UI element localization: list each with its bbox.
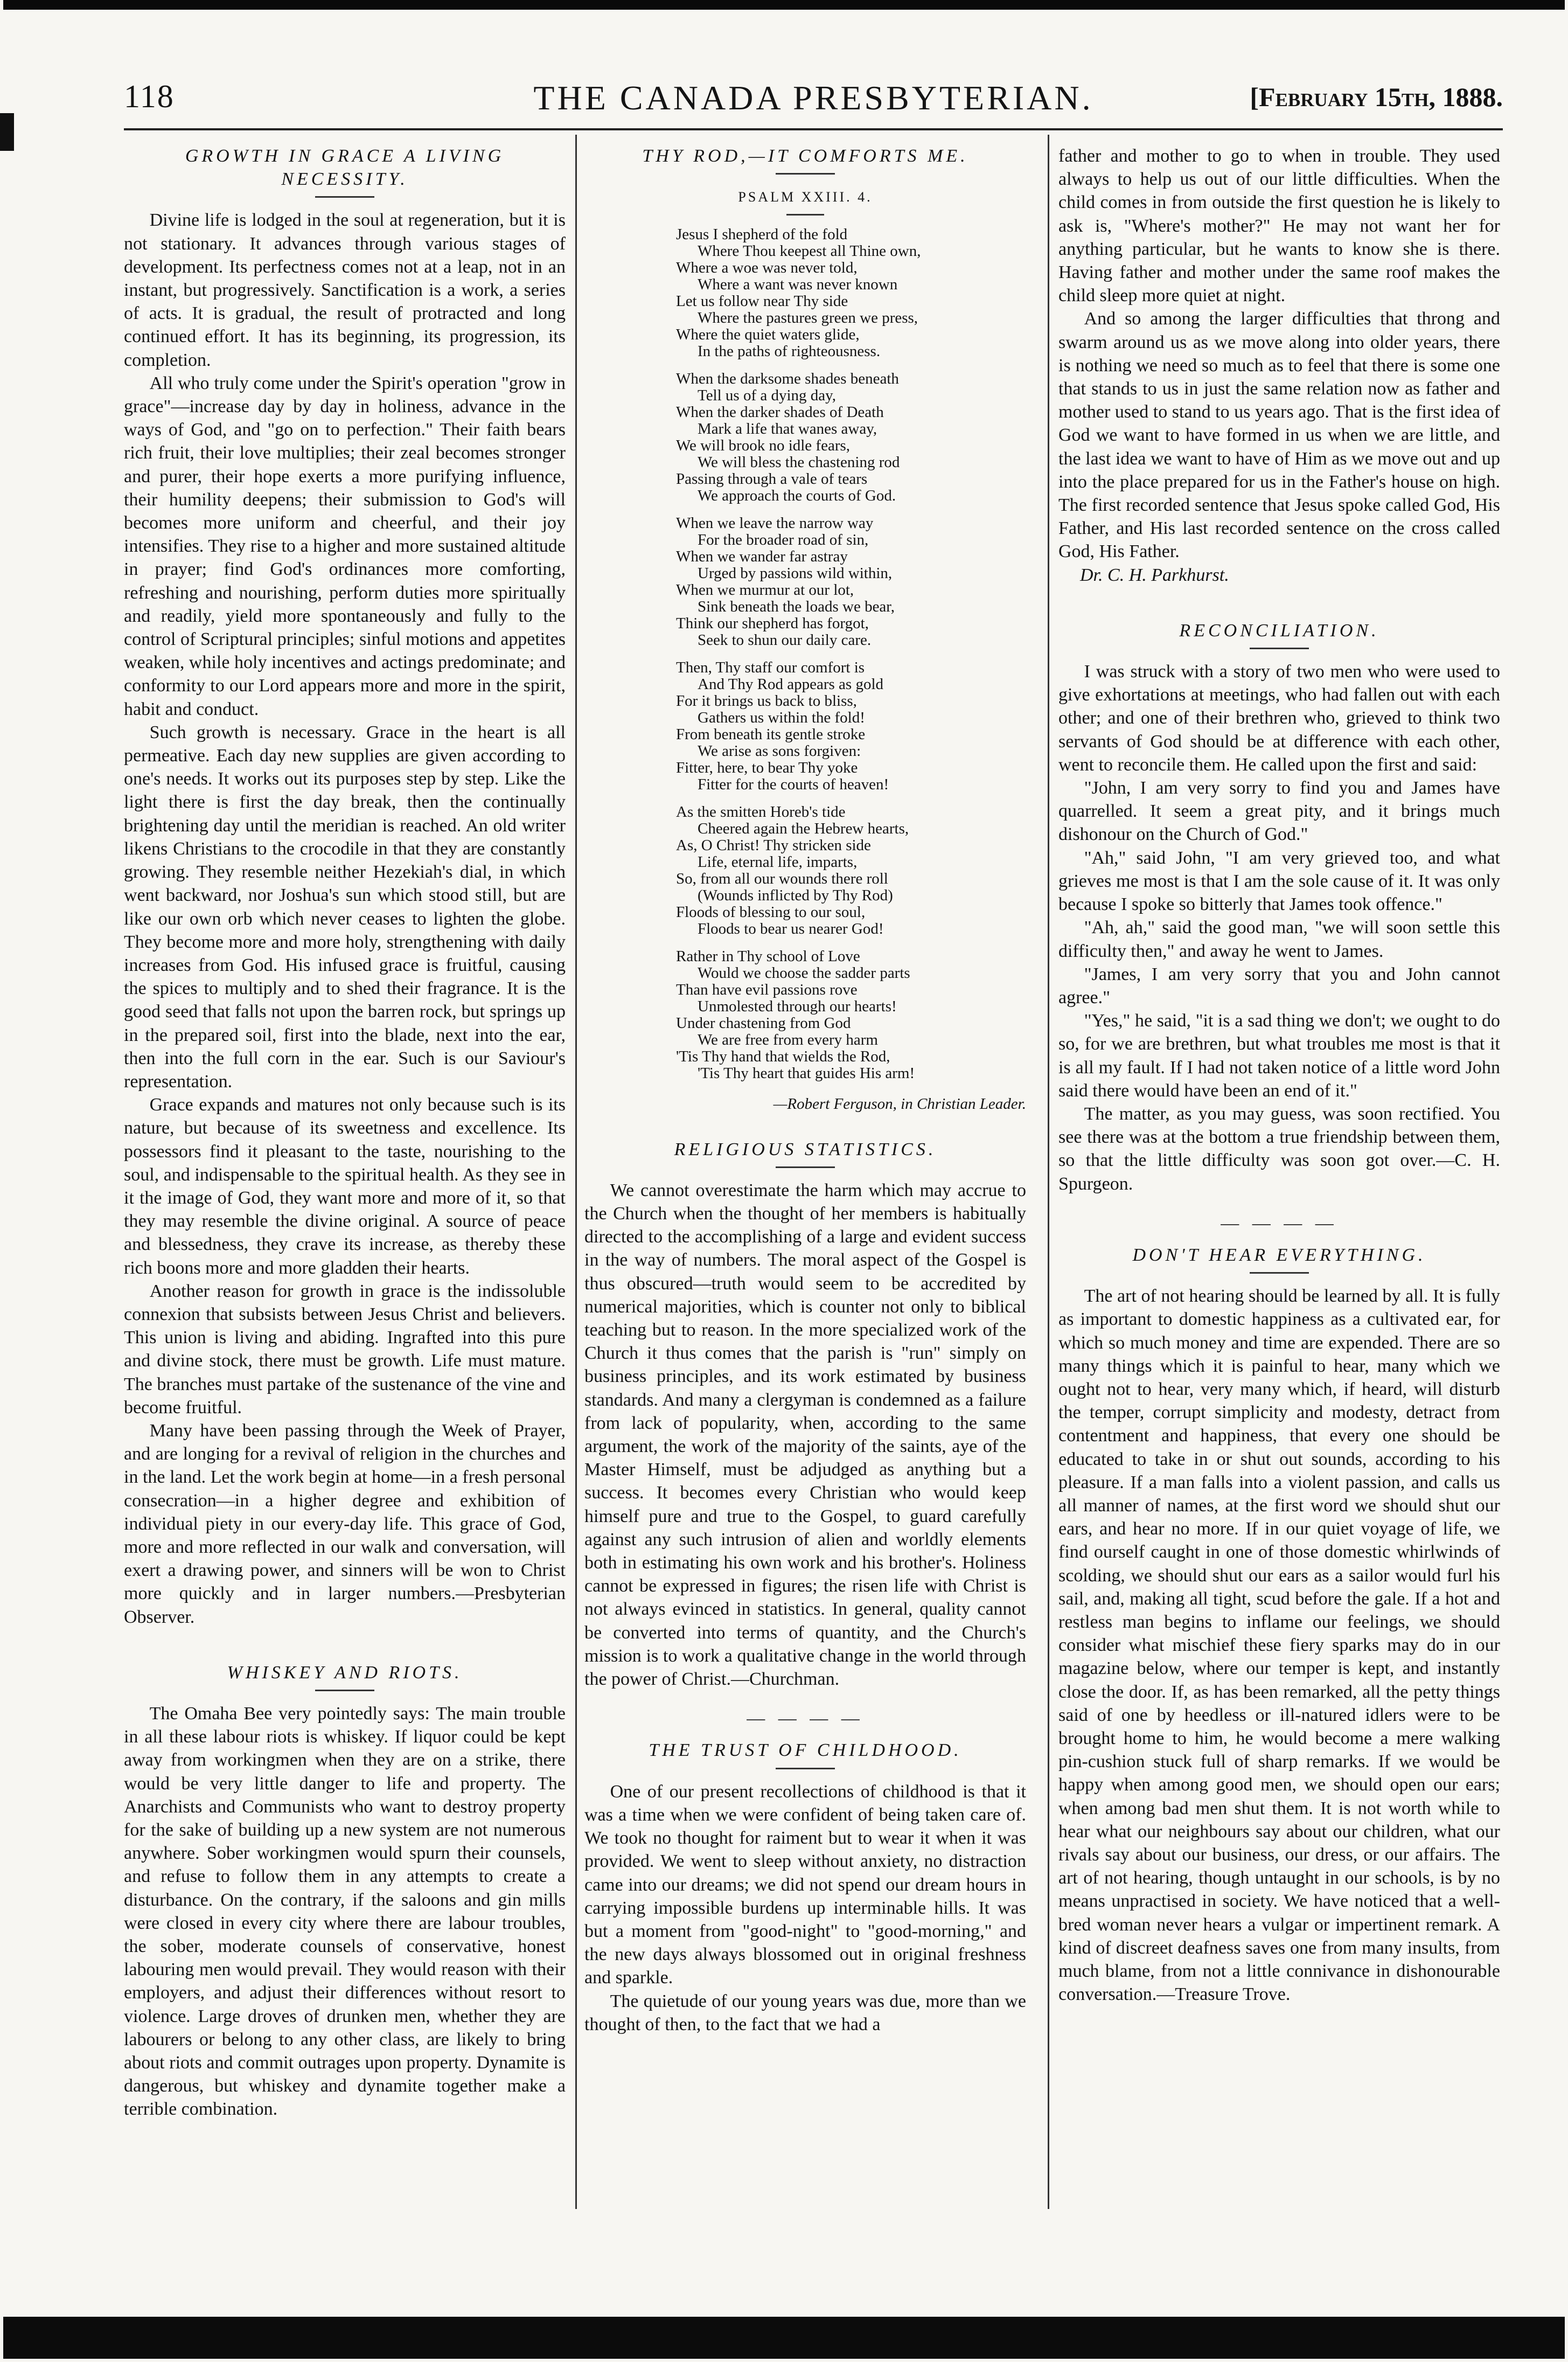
poem-line: Gathers us within the fold!: [698, 709, 865, 727]
paragraph: One of our present recollections of childhood is that it was a time when we were confident of being taken care of. We took no thought for raiment but to wear it when it was provided. We went to sleep without anxiety, no distraction came into our dreams; we did not spend our dream hours in carrying impossible burdens up interminable hills. It was but a moment from "good-night" to "good-morning," and the new days always blossomed out in original freshness and sparkle.: [584, 1781, 1026, 1988]
poem-line: Where a woe was never told,: [676, 259, 858, 277]
paragraph: The matter, as you may guess, was soon rectified. You see there was at the bottom a true friendship between them, so that the little difficulty was soon got over.—C. H. Spurgeon.: [1058, 1103, 1500, 1194]
poem-line: Floods to bear us nearer God!: [698, 920, 884, 938]
article-body: [584, 1179, 1026, 1691]
article-title: WHISKEY AND RIOTS.: [227, 1662, 463, 1683]
poem-line: Mark a life that wanes away,: [698, 420, 877, 438]
title-rule: [776, 1768, 835, 1769]
poem-line: Where a want was never known: [698, 276, 898, 294]
poem-line: Think our shepherd has forgot,: [676, 615, 869, 633]
poem-line: Where the pastures green we press,: [698, 309, 918, 327]
poem-line: Rather in Thy school of Love: [676, 948, 860, 965]
poem-line: Fitter for the courts of heaven!: [698, 776, 889, 794]
poem-line: Passing through a vale of tears: [676, 470, 868, 488]
poem-line: When the darksome shades beneath: [676, 370, 899, 388]
poem-stanza: [584, 226, 1026, 360]
poem-line: Where the quiet waters glide,: [676, 326, 860, 344]
poem-stanza: [584, 659, 1026, 793]
poem-line: 'Tis Thy hand that wields the Rod,: [676, 1048, 890, 1066]
paragraph: "Ah, ah," said the good man, "we will soon settle this difficulty then," and away he went to James.: [1058, 918, 1500, 961]
poem-line: We will bless the chastening rod: [698, 454, 900, 471]
paragraph: And so among the larger difficulties that throng and swarm around us as we move along into older years, there is nothing we need so much as to feel that there is some one that stands to us in just the same relation now as father and mother used to stand to us years ago. That is the first idea of God we want to have formed in us when we are little, and the last idea we want to have of Him as we move out and up into the place prepared for us in the Father's house on high. The first recorded sentence that Jesus spoke called God, His Father, and His last recorded sentence on the cross called God, His Father.: [1058, 309, 1500, 562]
title-rule: [1250, 1272, 1309, 1274]
title-rule: [1250, 648, 1309, 649]
section-separator: — — — —: [747, 1708, 864, 1729]
title-rule: [315, 1690, 374, 1691]
poem-line: In the paths of righteousness.: [698, 343, 881, 360]
column-2: [584, 144, 1026, 2036]
poem-line: (Wounds inflicted by Thy Rod): [698, 887, 893, 905]
masthead-title: THE CANADA PRESBYTERIAN.: [533, 79, 1093, 117]
poem-line: We arise as sons forgiven:: [698, 742, 861, 760]
poem-line: So, from all our wounds there roll: [676, 870, 888, 888]
paragraph: "John, I am very sorry to find you and James have quarrelled. It seem a great pity, and it brings much dishonour on the Church of God.": [1058, 778, 1500, 845]
title-rule: [776, 1166, 835, 1168]
paragraph: "Yes," he said, "it is a sad thing we don't; we ought to do so, for we are brethren, but what troubles me most is that it is all my fault. If I had not taken notice of a little word John said there would have been an end of it.": [1058, 1011, 1500, 1101]
paragraph: Grace expands and matures not only because such is its nature, but because of its sweetness and excellence. Its possessors find it pleasant to the taste, nourishing to the soul, and indispensable to the spiritual health. As they see in it the image of God, they want more and more of it, so that they may resemble the divine original. A source of peace and blessedness, they crave its increase, as thereby these rich boons more and more gladden their hearts.: [124, 1095, 566, 1278]
column-divider: [1048, 135, 1049, 2209]
poem-line: When the darker shades of Death: [676, 404, 884, 421]
column-1: [124, 144, 566, 2121]
paragraph: The art of not hearing should be learned by all. It is fully as important to domestic happiness as a cultivated ear, for which so much money and time are expended. There are so many things which it is painful to hear, many which we ought not to hear, very many which, if heard, will disturb the temper, corrupt simplicity and modesty, detract from contentment and happiness, that every one should be educated to take in or shut out sounds, according to his pleasure. If a man falls into a violent passion, and calls us all manner of names, at the first word we should shut our ears, and hear no more. If in our quiet voyage of life, we find ourself caught in one of those domestic whirlwinds of scolding, we should shut our ears as a sailor would furl his sail, and, making all tight, scud before the gale. If a hot and restless man begins to inflame our feelings, we should consider what mischief these fiery sparks may do in our magazine below, where our temper is kept, and instantly close the door. If, as has been remarked, all the petty things said of one by heedless or ill-natured idlers were to be brought home to him, he would become a mere walking pin-cushion stuck full of sharp remarks. If we would be happy when among good men, we should open our ears; when among bad men shut them. It is not worth while to hear what our neighbours say about our children, what our rivals say about our business, our dress, or our affairs. The art of not hearing, though untaught in our schools, is by no means unpractised in society. We have noticed that a well-bred woman never hears a vulgar or impertinent remark. A kind of discreet deafness saves one from many insults, from much blame, from not a little connivance in dishonourable conversation.—Treasure Trove.: [1058, 1286, 1500, 2005]
poem-line: Let us follow near Thy side: [676, 293, 848, 310]
poem-title: THY ROD,—IT COMFORTS ME.: [642, 146, 968, 166]
poem-line: We approach the courts of God.: [698, 487, 896, 505]
paragraph: We cannot overestimate the harm which may accrue to the Church when the thought of her members is habitually directed to the accomplishing of a large and evident success in the way of numbers. The moral aspect of the Gospel is thus obscured—truth would seem to be accredited by numerical majorities, which is counter not only to biblical teaching but to reason. In the more specialized work of the Church it thus comes that the parish is "run" simply on business principles, and its work estimated by business standards. And many a clergyman is condemned as a failure from lack of popularity, when, according to the same argument, the work of the majority of the saints, aye of the Master Himself, must be adjudged as anything but a success. It becomes every Christian who would keep himself pure and true to the Gospel, to guard carefully against any such intrusion of alien and worldly elements both in estimating his own work and his brother's. Holiness cannot be expressed in figures; the risen life with Christ is not always evinced in statistics. In general, quality cannot be converted into terms of quantity, and the Church's mission is to work a qualitative change in the world through the power of Christ.—Churchman.: [584, 1180, 1026, 1690]
paragraph: Divine life is lodged in the soul at regeneration, but it is not stationary. It advances through various stages of development. Its perfectness comes not at a leap, not in an instant, but progressively. Sanctification is a work, a series of acts. It is gradual, the result of protracted and long continued effort. It has its beginning, its progression, its completion.: [124, 210, 566, 370]
poem-line: Tell us of a dying day,: [698, 387, 837, 405]
poem-line: As the smitten Horeb's tide: [676, 803, 846, 821]
poem-line: Under chastening from God: [676, 1015, 851, 1032]
poem-line: Floods of blessing to our soul,: [676, 904, 866, 921]
issue-date: [February 15th, 1888.: [1250, 82, 1503, 112]
poem-stanza: [584, 371, 1026, 504]
poem-line: Sink beneath the loads we bear,: [698, 598, 895, 616]
paragraph: "Ah," said John, "I am very grieved too, and what grieves me most is that I am the sole cause of it. It was only because I spoke so bitterly that James took offence.": [1058, 847, 1500, 915]
poem-line: Than have evil passions rove: [676, 981, 858, 999]
poem-line: From beneath its gentle stroke: [676, 726, 866, 744]
header-rule: [124, 128, 1503, 130]
section-separator: — — — —: [1221, 1213, 1338, 1233]
title-rule: [315, 196, 374, 198]
poem-line: For the broader road of sin,: [698, 531, 869, 549]
paragraph: I was struck with a story of two men who were used to give exhortations at meetings, who had fallen out with each other; and one of their brethren who, grieved to think two servants of God should be at difference with each other, went to reconcile them. He called upon the first and said:: [1058, 662, 1500, 775]
poem-stanza: [584, 948, 1026, 1082]
poem-line: Cheered again the Hebrew hearts,: [698, 820, 909, 838]
article-author: Dr. C. H. Parkhurst.: [1080, 565, 1229, 585]
poem-line: When we leave the narrow way: [676, 515, 874, 532]
article-body: [584, 1780, 1026, 2036]
paragraph: All who truly come under the Spirit's operation "grow in grace"—increase day by day in holiness, advance in the ways of God, and "go on to perfection." Their faith bears rich fruit, their love multiplies; their zeal becomes stronger and purer, their hope exerts a more purifying influence, their humility deepens; their submission to God's will becomes more uniform and cheerful, and their joy intensifies. They rise to a higher and more sustained altitude in prayer; find God's ordinances more comforting, refreshing and nourishing, perform duties more spiritually and readily, yield more spontaneously and fully to the control of Scriptural principles; sinful motions and appetites weaken, while holy incentives and actings predominate; and conformity to our Lord appears more and more in the spirit, habit and conduct.: [124, 373, 566, 719]
paragraph: Another reason for growth in grace is the indissoluble connexion that subsists between Jesus Christ and believers. This union is living and abiding. Ingrafted into this pure and divine stock, there must be growth. Life must mature. The branches must partake of the sustenance of the vine and become fruitful.: [124, 1281, 566, 1418]
article-body: [124, 209, 566, 1628]
paragraph: Many have been passing through the Week of Prayer, and are longing for a revival of religion in the churches and in the land. Let the work begin at home—in a fresh personal consecration—in a higher degree and exhibition of individual piety in our every-day life. This grace of God, more and more reflected in our walk and conversation, will exert a drawing power, and sinners will be won to Christ more quickly and in larger numbers.—Presbyterian Observer.: [124, 1420, 566, 1627]
poem-line: Jesus I shepherd of the fold: [676, 226, 848, 244]
poem-attribution: —Robert Ferguson, in Christian Leader.: [773, 1095, 1026, 1113]
poem-line: Fitter, here, to bear Thy yoke: [676, 759, 858, 777]
paragraph: Such growth is necessary. Grace in the heart is all permeative. Each day new supplies are given according to one's needs. It works out its purposes step by step. Like the light there is first the day break, then the continually brightening day until the meridian is reached. An old writer likens Christians to the crocodile in that they are constantly growing. They resemble neither Hezekiah's dial, in which went backward, nor Joshua's sun which stood still, but are like our own orb which never ceases to lighten the globe. They become more and more holy, strengthening with daily increases from God. His infused grace is fruitful, causing the spices to multiply and to shed their fragrance. It is the good seed that falls not upon the barren rock, but springs up in the prepared soil, first into the blade, next into the ear, then into the full corn in the ear. Such is our Saviour's representation.: [124, 722, 566, 1092]
poem-line: Seek to shun our daily care.: [698, 631, 872, 649]
article-title: RECONCILIATION.: [1179, 620, 1379, 641]
poem: [584, 226, 1026, 1082]
article-body: [1058, 1284, 1500, 2006]
article-continuation: [1058, 144, 1500, 587]
column-divider: [575, 135, 577, 2209]
poem-line: Unmolested through our hearts!: [698, 998, 897, 1016]
title-rule: [776, 173, 835, 175]
poem-line: And Thy Rod appears as gold: [698, 676, 883, 693]
poem-line: We are free from every harm: [698, 1031, 878, 1049]
poem-line: When we wander far astray: [676, 548, 848, 566]
article-body: [124, 1702, 566, 2121]
poem-line: We will brook no idle fears,: [676, 437, 851, 455]
poem-stanza: [584, 804, 1026, 937]
poem-line: When we murmur at our lot,: [676, 581, 854, 599]
poem-line: Life, eternal life, imparts,: [698, 853, 858, 871]
page-header: [124, 78, 1503, 116]
poem-line: Then, Thy staff our comfort is: [676, 659, 865, 677]
article-title: RELIGIOUS STATISTICS.: [674, 1139, 937, 1159]
paragraph: The Omaha Bee very pointedly says: The main trouble in all these labour riots is whiskey. If liquor could be kept away from workingmen when they are on a strike, there would be very little danger to life and property. The Anarchists and Communists who want to destroy property for the sake of building up a new system are not numerous anywhere. Sober workingmen would spurn their counsels, and refuse to follow them in any attempts to create a disturbance. On the contrary, if the saloons and gin mills were closed in every city where there are labour troubles, the sober, moderate counsels of conservative, honest labouring men would prevail. They would reason with their employers, and adjust their differences without resort to violence. Large droves of drunken men, whether they are labourers or belong to any other class, are likely to bring about riots and commit outrages upon property. Dynamite is dangerous, but whiskey and dynamite together make a terrible combination.: [124, 1704, 566, 2120]
paragraph: The quietude of our young years was due, more than we thought of then, to the fact that we had a: [584, 1991, 1026, 2034]
paragraph: "James, I am very sorry that you and John cannot agree.": [1058, 964, 1500, 1008]
column-3: [1058, 144, 1500, 2006]
poem-stanza: [584, 515, 1026, 649]
poem-line: As, O Christ! Thy stricken side: [676, 837, 871, 855]
poem-subtitle: PSALM XXIII. 4.: [738, 189, 873, 205]
poem-line: Urged by passions wild within,: [698, 565, 893, 582]
paragraph: father and mother to go to when in trouble. They used always to help us out of our little difficulties. When the child comes in from outside the first question he is likely to ask is, "Where's mother?" He may not want her for anything particular, but he wants to know she is there. Having father and mother under the same roof makes the child sleep more quiet at night.: [1058, 146, 1500, 306]
margin-mark: [0, 113, 14, 151]
poem-line: Where Thou keepest all Thine own,: [698, 242, 921, 260]
article-body: [1058, 660, 1500, 1196]
poem-line: 'Tis Thy heart that guides His arm!: [698, 1065, 915, 1082]
article-title: DON'T HEAR EVERYTHING.: [1132, 1245, 1426, 1265]
poem-line: For it brings us back to bliss,: [676, 692, 857, 710]
page-number: 118: [124, 79, 175, 114]
article-title: GROWTH IN GRACE A LIVING NECESSITY.: [185, 146, 505, 190]
poem-line: Would we choose the sadder parts: [698, 964, 910, 982]
top-rule: [3, 0, 1565, 10]
article-title: THE TRUST OF CHILDHOOD.: [649, 1740, 962, 1761]
bottom-rule: [3, 2317, 1565, 2359]
title-rule: [786, 214, 824, 216]
